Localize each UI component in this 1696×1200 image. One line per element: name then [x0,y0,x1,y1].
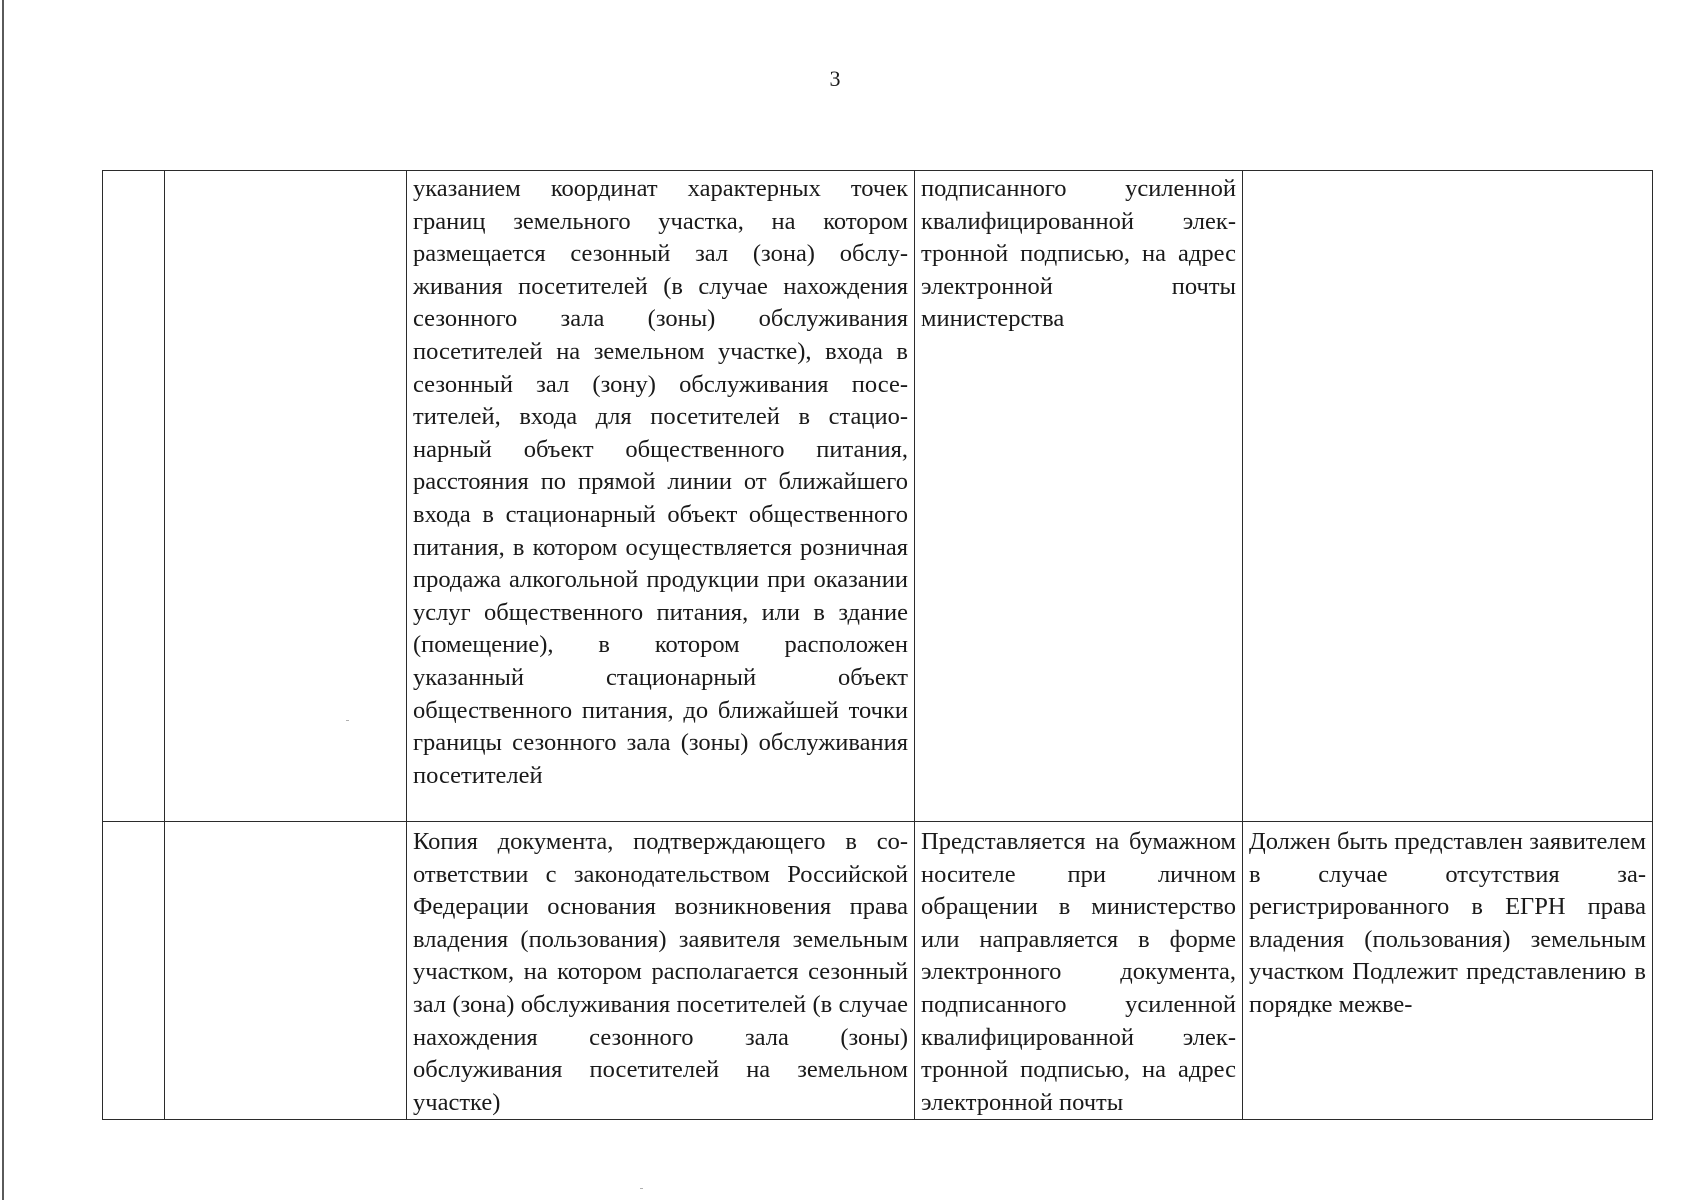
table-cell-name [165,171,407,822]
table-cell-submission-method: подписанного усиленной квалифицированной электронной подписью, на адрес электронной почты министерства [915,171,1243,822]
table-cell-note [1243,171,1653,822]
page-left-edge [2,0,4,1200]
table-cell-document: указанием координат характерных точек границ земельного участка, на котором размещается сезонный зал (зона) обслуживания посетителей (в случае нахождения сезонного зала (зоны) обслуживания посетителей на земельном участке), входа в сезонный зал (зону) обслуживания посетителей, входа для посетителей в стационарный объект общественного питания, расстояния по прямой линии от ближайшего входа в стационарный объект общественного питания, в котором осуществляется розничная продажа алкогольной продукции при оказании услуг общественного питания, или в здание (помещение), в котором расположен указанный стационарный объект общественного питания, до ближайшей точки границы сезонного зала (зоны) обслуживания посетителей [407,171,915,822]
table-cell-number [103,171,165,822]
table-cell-document: Копия документа, подтверждающего в соответствии с законодательством Российской Федерации основания возникновения права владения (пользования) заявителя земельным участком, на котором располагается сезонный зал (зона) обслуживания посетителей (в случае нахождения сезонного зала (зоны) обслуживания посетителей на земельном участке) [407,822,915,1120]
table-cell-number [103,822,165,1120]
scan-speck [346,720,349,721]
page-number: 3 [829,66,841,91]
table-row [103,171,1653,822]
table-cell-name [165,822,407,1120]
document-table [102,170,1653,1120]
table-row [103,822,1653,1120]
table-cell-submission-method: Представляется на бумажном носителе при личном обращении в министерство или направляется в форме электронного документа, подписанного усиленной квалифицированной электронной подписью, на адрес электронной почты [915,822,1243,1120]
table-cell-note: Должен быть представлен заявителем в случае отсутствия зарегистрированного в ЕГРН права владения (пользования) земельным участком Подлежит представлению в порядке межве- [1243,822,1653,1120]
scan-speck [640,1188,643,1189]
